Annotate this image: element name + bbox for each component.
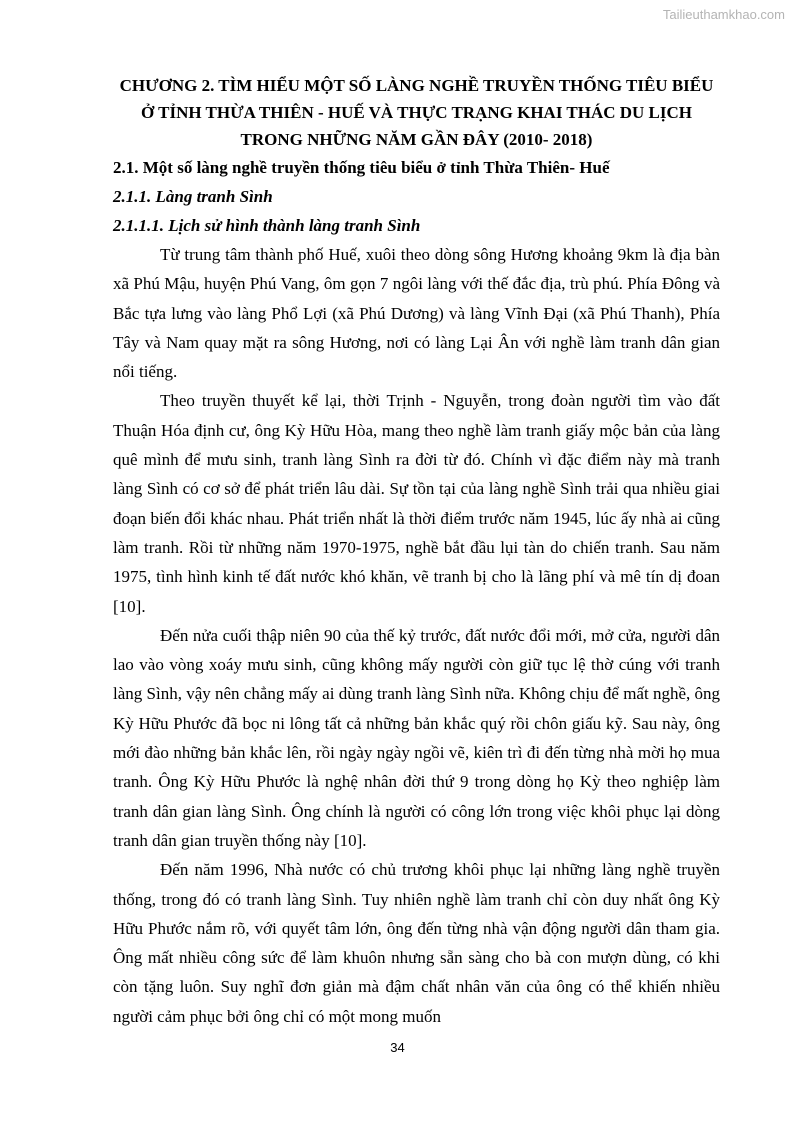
paragraph: Đến nửa cuối thập niên 90 của thế kỷ trước, đất nước đổi mới, mở cửa, người dân lao vào vòng xoáy mưu sinh, cũng không mấy người còn giữ tục lệ thờ cúng với tranh làng Sình, vậy nên chẳng mấy ai dùng tranh làng Sình nữa. Không chịu để mất nghề, ông Kỳ Hữu Phước đã bọc ni lông tất cả những bản khắc quý rồi chôn giấu kỹ. Sau này, ông mới đào những bản khắc lên, rồi ngày ngày ngồi vẽ, kiên trì đi đến từng nhà mời họ mua tranh. Ông Kỳ Hữu Phước là nghệ nhân đời thứ 9 trong dòng họ Kỳ theo nghiệp làm tranh dân gian làng Sình. Ông chính là người có công lớn trong việc khôi phục lại dòng tranh dân gian truyền thống này [10]. — [113, 625, 720, 850]
page-content — [113, 72, 720, 1031]
chapter-title: CHƯƠNG 2. TÌM HIỂU MỘT SỐ LÀNG NGHỀ TRUYỀN THỐNG TIÊU BIỂU Ở TỈNH THỪA THIÊN - HUẾ VÀ THỰC TRẠNG KHAI THÁC DU LỊCH TRONG NHỮNG NĂM GẦN ĐÂY (2010- 2018) — [119, 76, 714, 149]
subsection-heading: 2.1.1. Làng tranh Sình — [113, 187, 273, 206]
page-number: 34 — [390, 1040, 405, 1055]
section-heading: 2.1. Một số làng nghề truyền thống tiêu biểu ở tỉnh Thừa Thiên- Huế — [113, 158, 610, 177]
subsubsection-heading: 2.1.1.1. Lịch sử hình thành làng tranh Sình — [113, 216, 421, 235]
watermark: Tailieuthamkhao.com — [662, 7, 785, 22]
paragraph: Theo truyền thuyết kể lại, thời Trịnh - Nguyễn, trong đoàn người tìm vào đất Thuận Hóa định cư, ông Kỳ Hữu Hòa, mang theo nghề làm tranh giấy mộc bản của làng quê mình để mưu sinh, tranh làng Sình ra đời từ đó. Chính vì đặc điểm này mà tranh làng Sình có cơ sở để phát triển lâu dài. Sự tồn tại của làng nghề Sình trải qua nhiều giai đoạn biến đổi khác nhau. Phát triển nhất là thời điểm trước năm 1945, lúc ấy nhà ai cũng làm tranh. Rồi từ những năm 1970-1975, nghề bắt đầu lụi tàn do chiến tranh. Sau năm 1975, tình hình kinh tế đất nước khó khăn, vẽ tranh bị cho là lãng phí và mê tín dị đoan [10]. — [113, 391, 720, 616]
paragraph: Từ trung tâm thành phố Huế, xuôi theo dòng sông Hương khoảng 9km là địa bàn xã Phú Mậu, huyện Phú Vang, ôm gọn 7 ngôi làng với thế đắc địa, trù phú. Phía Đông và Bắc tựa lưng vào làng Phổ Lợi (xã Phú Dương) và làng Vĩnh Đại (xã Phú Thanh), Phía Tây và Nam quay mặt ra sông Hương, nơi có làng Lại Ân với nghề làm tranh dân gian nổi tiếng. — [113, 245, 720, 382]
paragraph: Đến năm 1996, Nhà nước có chủ trương khôi phục lại những làng nghề truyền thống, trong đó có tranh làng Sình. Tuy nhiên nghề làm tranh chỉ còn duy nhất ông Kỳ Hữu Phước nắm rõ, với quyết tâm lớn, ông đến từng nhà vận động người dân tham gia. Ông mất nhiều công sức để làm khuôn nhưng sẵn sàng cho bà con mượn dùng, có khi còn tặng luôn. Suy nghĩ đơn giản mà đậm chất nhân văn của ông có thể khiến nhiều người cảm phục bởi ông chỉ có một mong muốn — [113, 860, 720, 1026]
